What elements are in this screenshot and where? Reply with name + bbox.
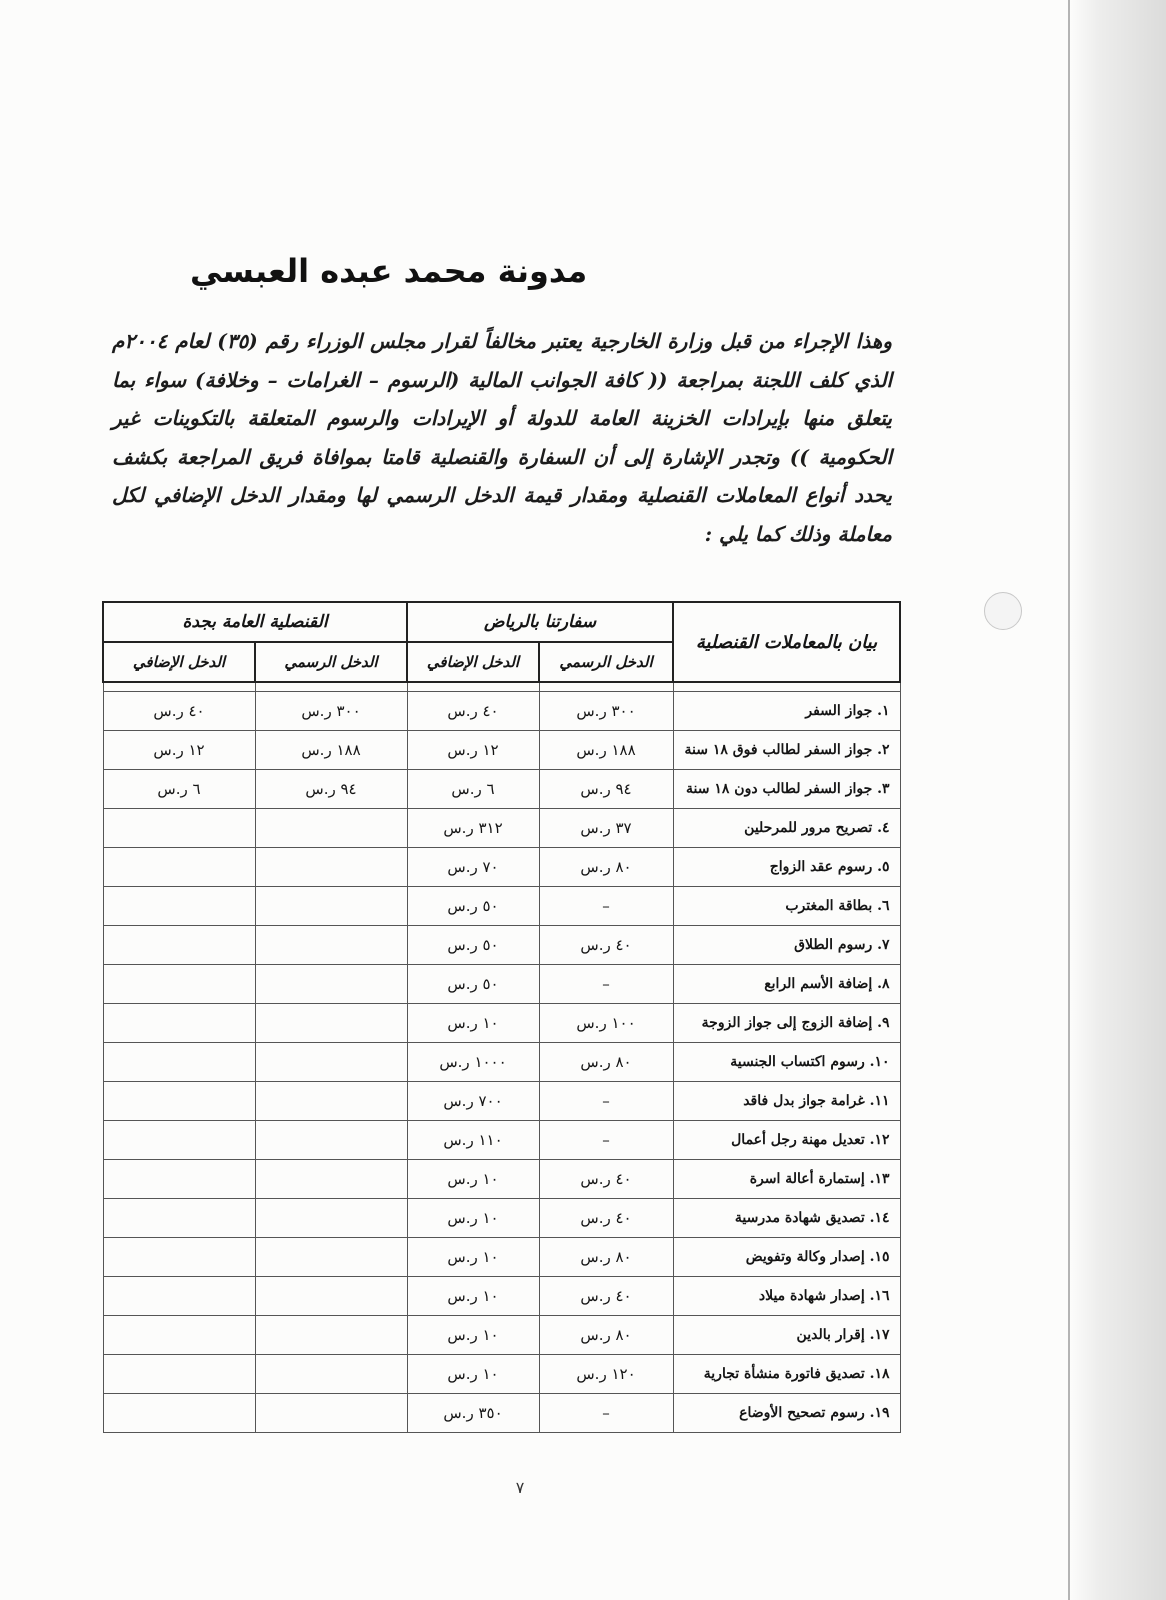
cell-riyadh-official: – bbox=[539, 887, 673, 926]
cell-riyadh-additional: ١٠ ر.س bbox=[407, 1238, 539, 1277]
cell-jeddah-official bbox=[255, 1394, 407, 1433]
cell-item: ١٧. إقرار بالدين bbox=[673, 1316, 900, 1355]
header-riyadh-official: الدخل الرسمي bbox=[539, 642, 673, 682]
cell-riyadh-official: ١٢٠ ر.س bbox=[539, 1355, 673, 1394]
cell-jeddah-official bbox=[255, 1316, 407, 1355]
cell-riyadh-official: ١٠٠ ر.س bbox=[539, 1004, 673, 1043]
cell-item: ١٠. رسوم اكتساب الجنسية bbox=[673, 1043, 900, 1082]
cell-item: ١٩. رسوم تصحيح الأوضاع bbox=[673, 1394, 900, 1433]
cell-riyadh-official: ٣٠٠ ر.س bbox=[539, 692, 673, 731]
blog-title: مدونة محمد عبده العبسي bbox=[190, 252, 588, 290]
cell-jeddah-official bbox=[255, 1043, 407, 1082]
table-row bbox=[103, 1316, 900, 1355]
cell-jeddah-official bbox=[255, 965, 407, 1004]
cell-item: ١٣. إستمارة أعالة اسرة bbox=[673, 1160, 900, 1199]
table-row bbox=[103, 848, 900, 887]
cell-jeddah-additional bbox=[103, 1160, 255, 1199]
cell-item: ١٨. تصديق فاتورة منشأة تجارية bbox=[673, 1355, 900, 1394]
cell-riyadh-official: ٤٠ ر.س bbox=[539, 1277, 673, 1316]
cell-jeddah-additional bbox=[103, 1355, 255, 1394]
cell-item: ٨. إضافة الأسم الرابع bbox=[673, 965, 900, 1004]
cell-jeddah-official bbox=[255, 1004, 407, 1043]
table-row bbox=[103, 887, 900, 926]
cell-jeddah-additional bbox=[103, 965, 255, 1004]
cell-jeddah-official: ١٨٨ ر.س bbox=[255, 731, 407, 770]
cell-jeddah-official bbox=[255, 887, 407, 926]
cell-riyadh-additional: ١٠ ر.س bbox=[407, 1199, 539, 1238]
cell-jeddah-additional bbox=[103, 887, 255, 926]
punch-hole bbox=[984, 592, 1022, 630]
cell-jeddah-additional bbox=[103, 1394, 255, 1433]
cell-item: ٣. جواز السفر لطالب دون ١٨ سنة bbox=[673, 770, 900, 809]
cell-jeddah-additional bbox=[103, 1004, 255, 1043]
cell-item: ١٢. تعديل مهنة رجل أعمال bbox=[673, 1121, 900, 1160]
cell-riyadh-additional: ٥٠ ر.س bbox=[407, 926, 539, 965]
cell-jeddah-official bbox=[255, 1160, 407, 1199]
cell-riyadh-official: ٤٠ ر.س bbox=[539, 926, 673, 965]
body-paragraph: وهذا الإجراء من قبل وزارة الخارجية يعتبر مخالفاً لقرار مجلس الوزراء رقم (٣٥) لعام ٢٠٠٤م الذي كلف اللجنة بمراجعة (( كافة الجوانب المالية (الرسوم – الغرامات – وخلافة) سواء بما يتعلق منها بإيرادات الخزينة العامة للدولة أو الإيرادات والرسوم المتعلقة بالتكوينات غير الحكومية )) وتجدر الإشارة إلى أن السفارة والقنصلية قامتا بموافاة فريق المراجعة بكشف يحدد أنواع المعاملات القنصلية ومقدار قيمة الدخل الرسمي لها ومقدار الدخل الإضافي لكل معاملة وذلك كما يلي : bbox=[112, 329, 893, 546]
header-jeddah-additional: الدخل الإضافي bbox=[103, 642, 255, 682]
table-row bbox=[103, 1238, 900, 1277]
cell-riyadh-additional: ١٠ ر.س bbox=[407, 1316, 539, 1355]
table-row bbox=[103, 926, 900, 965]
cell-jeddah-additional: ٤٠ ر.س bbox=[103, 692, 255, 731]
cell-riyadh-additional: ١٠ ر.س bbox=[407, 1004, 539, 1043]
table-row bbox=[103, 1277, 900, 1316]
cell-riyadh-additional: ١١٠ ر.س bbox=[407, 1121, 539, 1160]
cell-jeddah-additional: ٦ ر.س bbox=[103, 770, 255, 809]
cell-jeddah-additional bbox=[103, 926, 255, 965]
cell-riyadh-official: ٨٠ ر.س bbox=[539, 848, 673, 887]
cell-jeddah-additional bbox=[103, 1238, 255, 1277]
cell-jeddah-additional bbox=[103, 1043, 255, 1082]
cell-item: ٥. رسوم عقد الزواج bbox=[673, 848, 900, 887]
cell-jeddah-additional bbox=[103, 1199, 255, 1238]
page-number: ٧ bbox=[515, 1478, 525, 1497]
table-row bbox=[103, 1082, 900, 1121]
scan-edge-line bbox=[1068, 0, 1070, 1600]
cell-jeddah-official bbox=[255, 1121, 407, 1160]
header-jeddah: القنصلية العامة بجدة bbox=[103, 602, 407, 642]
cell-item: ١١. غرامة جواز بدل فاقد bbox=[673, 1082, 900, 1121]
cell-riyadh-official: – bbox=[539, 1082, 673, 1121]
cell-item: ١٤. تصديق شهادة مدرسية bbox=[673, 1199, 900, 1238]
cell-riyadh-official: ٣٧ ر.س bbox=[539, 809, 673, 848]
cell-jeddah-official: ٩٤ ر.س bbox=[255, 770, 407, 809]
cell-riyadh-official: – bbox=[539, 965, 673, 1004]
cell-riyadh-additional: ٥٠ ر.س bbox=[407, 887, 539, 926]
cell-item: ١. جواز السفر bbox=[673, 692, 900, 731]
cell-riyadh-official: ٨٠ ر.س bbox=[539, 1238, 673, 1277]
cell-jeddah-additional bbox=[103, 1082, 255, 1121]
table-row bbox=[103, 965, 900, 1004]
table-row bbox=[103, 1121, 900, 1160]
cell-riyadh-official: ٨٠ ر.س bbox=[539, 1043, 673, 1082]
cell-riyadh-additional: ٣٥٠ ر.س bbox=[407, 1394, 539, 1433]
cell-riyadh-additional: ٥٠ ر.س bbox=[407, 965, 539, 1004]
cell-item: ٧. رسوم الطلاق bbox=[673, 926, 900, 965]
cell-riyadh-additional: ١٠ ر.س bbox=[407, 1277, 539, 1316]
cell-jeddah-additional bbox=[103, 1121, 255, 1160]
cell-riyadh-additional: ٧٠٠ ر.س bbox=[407, 1082, 539, 1121]
cell-riyadh-official: ٤٠ ر.س bbox=[539, 1199, 673, 1238]
cell-jeddah-additional bbox=[103, 1316, 255, 1355]
cell-riyadh-official: – bbox=[539, 1121, 673, 1160]
cell-jeddah-official bbox=[255, 1355, 407, 1394]
cell-jeddah-official bbox=[255, 809, 407, 848]
cell-riyadh-additional: ٧٠ ر.س bbox=[407, 848, 539, 887]
cell-jeddah-official bbox=[255, 1199, 407, 1238]
cell-jeddah-additional bbox=[103, 1277, 255, 1316]
cell-jeddah-additional bbox=[103, 809, 255, 848]
cell-jeddah-official: ٣٠٠ ر.س bbox=[255, 692, 407, 731]
table-row bbox=[103, 1160, 900, 1199]
table-row bbox=[103, 1199, 900, 1238]
table-row bbox=[103, 809, 900, 848]
cell-riyadh-additional: ٣١٢ ر.س bbox=[407, 809, 539, 848]
header-jeddah-official: الدخل الرسمي bbox=[255, 642, 407, 682]
table-row bbox=[103, 731, 900, 770]
cell-riyadh-additional: ٤٠ ر.س bbox=[407, 692, 539, 731]
cell-riyadh-additional: ٦ ر.س bbox=[407, 770, 539, 809]
table-row bbox=[103, 1394, 900, 1433]
cell-riyadh-official: ٤٠ ر.س bbox=[539, 1160, 673, 1199]
cell-riyadh-official: – bbox=[539, 1394, 673, 1433]
table-row bbox=[103, 770, 900, 809]
consular-fees-table bbox=[102, 601, 901, 1433]
table-body bbox=[103, 682, 900, 1433]
cell-jeddah-official bbox=[255, 1277, 407, 1316]
table-row bbox=[103, 1043, 900, 1082]
cell-jeddah-official bbox=[255, 926, 407, 965]
table-row bbox=[103, 692, 900, 731]
header-transactions: بيان بالمعاملات القنصلية bbox=[673, 602, 900, 682]
cell-item: ٤. تصريح مرور للمرحلين bbox=[673, 809, 900, 848]
cell-riyadh-official: ١٨٨ ر.س bbox=[539, 731, 673, 770]
cell-riyadh-official: ٨٠ ر.س bbox=[539, 1316, 673, 1355]
table-row bbox=[103, 1004, 900, 1043]
cell-item: ١٦. إصدار شهادة ميلاد bbox=[673, 1277, 900, 1316]
cell-jeddah-additional: ١٢ ر.س bbox=[103, 731, 255, 770]
cell-riyadh-additional: ١٠ ر.س bbox=[407, 1160, 539, 1199]
cell-jeddah-official bbox=[255, 1082, 407, 1121]
cell-riyadh-additional: ١٠ ر.س bbox=[407, 1355, 539, 1394]
cell-jeddah-additional bbox=[103, 848, 255, 887]
cell-item: ٢. جواز السفر لطالب فوق ١٨ سنة bbox=[673, 731, 900, 770]
header-riyadh: سفارتنا بالرياض bbox=[407, 602, 673, 642]
cell-jeddah-official bbox=[255, 848, 407, 887]
cell-jeddah-official bbox=[255, 1238, 407, 1277]
cell-item: ١٥. إصدار وكالة وتفويض bbox=[673, 1238, 900, 1277]
cell-riyadh-additional: ١٠٠٠ ر.س bbox=[407, 1043, 539, 1082]
table-spacer bbox=[103, 682, 900, 692]
cell-riyadh-official: ٩٤ ر.س bbox=[539, 770, 673, 809]
cell-riyadh-additional: ١٢ ر.س bbox=[407, 731, 539, 770]
scan-shadow bbox=[1070, 0, 1166, 1600]
cell-item: ٩. إضافة الزوج إلى جواز الزوجة bbox=[673, 1004, 900, 1043]
table-row bbox=[103, 1355, 900, 1394]
cell-item: ٦. بطاقة المغترب bbox=[673, 887, 900, 926]
header-riyadh-additional: الدخل الإضافي bbox=[407, 642, 539, 682]
